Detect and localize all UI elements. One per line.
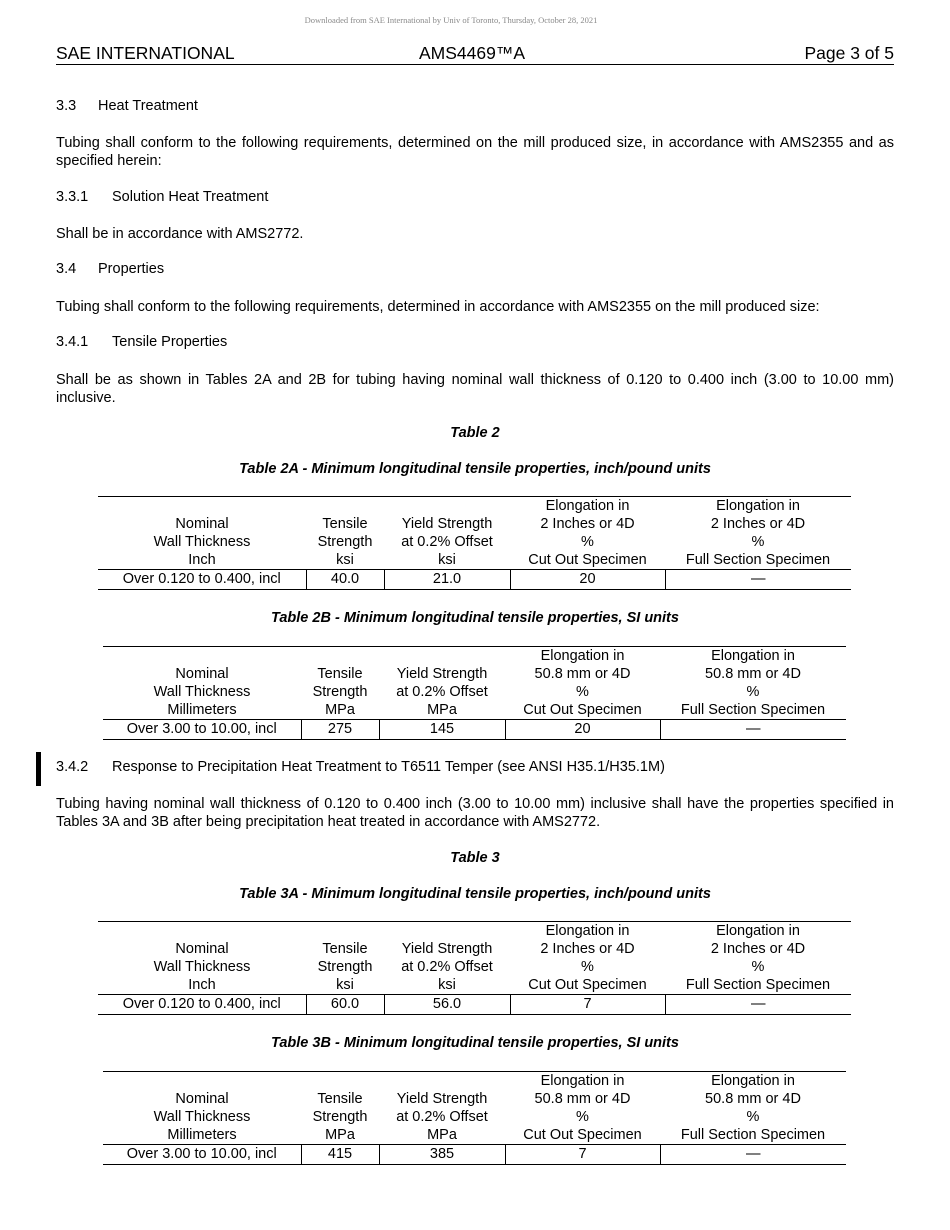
header-cell: Elongation in 2 Inches or 4D % Cut Out Specimen xyxy=(510,497,665,570)
header-cell: Yield Strength at 0.2% Offset ksi xyxy=(384,922,510,995)
header-cell: Elongation in 2 Inches or 4D % Full Section Specimen xyxy=(665,497,851,570)
table-2b-title: Table 2B - Minimum longitudinal tensile properties, SI units xyxy=(271,610,679,626)
section-3-3-1-heading xyxy=(56,189,268,205)
table-cell: Over 3.00 to 10.00, incl xyxy=(103,720,301,740)
table-row xyxy=(103,1145,846,1165)
header-cell: Elongation in 50.8 mm or 4D % Cut Out Specimen xyxy=(505,1072,660,1145)
table-header-row xyxy=(98,497,851,570)
header-cell: Tensile Strength ksi xyxy=(306,497,384,570)
header-cell: Nominal Wall Thickness Inch xyxy=(98,922,306,995)
table-header-row xyxy=(103,647,846,720)
section-3-3-1-paragraph: Shall be in accordance with AMS2772. xyxy=(56,226,304,242)
table-cell: Over 0.120 to 0.400, incl xyxy=(98,995,306,1015)
table-cell: 415 xyxy=(301,1145,379,1165)
revision-change-bar xyxy=(36,752,41,786)
table-cell: Over 3.00 to 10.00, incl xyxy=(103,1145,301,1165)
table-cell: Over 0.120 to 0.400, incl xyxy=(98,570,306,590)
table-cell: — xyxy=(665,995,851,1015)
section-3-4-2-paragraph: Tubing having nominal wall thickness of 0.120 to 0.400 inch (3.00 to 10.00 mm) inclusive shall have the properties specified in Tables 3A and 3B after being precipitation heat treated in accordance with AMS2772. xyxy=(56,796,894,830)
table-cell: 20 xyxy=(510,570,665,590)
header-doc-number: AMS4469™A xyxy=(419,43,526,63)
table-3a xyxy=(98,921,851,1015)
page-header xyxy=(56,43,894,65)
table-cell: — xyxy=(660,1145,846,1165)
section-title: Solution Heat Treatment xyxy=(112,189,269,205)
table-2b xyxy=(103,646,846,740)
section-number: 3.3.1 xyxy=(56,189,89,205)
header-org: SAE INTERNATIONAL xyxy=(56,43,235,63)
header-cell: Elongation in 50.8 mm or 4D % Full Section Specimen xyxy=(660,647,846,720)
table-cell: 145 xyxy=(379,720,505,740)
table-cell: 56.0 xyxy=(384,995,510,1015)
table-header-row xyxy=(103,1072,846,1145)
header-cell: Elongation in 50.8 mm or 4D % Full Section Specimen xyxy=(660,1072,846,1145)
table-cell: 20 xyxy=(505,720,660,740)
table-cell: — xyxy=(660,720,846,740)
section-title: Heat Treatment xyxy=(98,98,198,114)
section-title: Properties xyxy=(98,261,165,277)
header-cell: Nominal Wall Thickness Inch xyxy=(98,497,306,570)
section-3-4-1-heading xyxy=(56,334,227,350)
section-3-3-heading xyxy=(56,98,198,114)
header-cell: Yield Strength at 0.2% Offset ksi xyxy=(384,497,510,570)
table-header-row xyxy=(98,922,851,995)
table-cell: — xyxy=(665,570,851,590)
header-cell: Tensile Strength ksi xyxy=(306,922,384,995)
download-watermark: Downloaded from SAE International by Univ of Toronto, Thursday, October 28, 2021 xyxy=(304,15,598,25)
header-cell: Tensile Strength MPa xyxy=(301,647,379,720)
table-cell: 60.0 xyxy=(306,995,384,1015)
section-number: 3.4.1 xyxy=(56,334,89,350)
section-title: Response to Precipitation Heat Treatment to T6511 Temper (see ANSI H35.1/H35.1M) xyxy=(112,759,665,775)
table-3-title: Table 3 xyxy=(450,850,500,866)
header-cell: Yield Strength at 0.2% Offset MPa xyxy=(379,647,505,720)
section-3-4-heading xyxy=(56,261,164,277)
header-cell: Elongation in 50.8 mm or 4D % Cut Out Specimen xyxy=(505,647,660,720)
table-cell: 7 xyxy=(510,995,665,1015)
table-cell: 40.0 xyxy=(306,570,384,590)
table-3b xyxy=(103,1071,846,1165)
section-3-4-paragraph: Tubing shall conform to the following requirements, determined in accordance with AMS2355 on the mill produced size: xyxy=(56,299,820,315)
table-2a xyxy=(98,496,851,590)
section-title: Tensile Properties xyxy=(112,334,228,350)
table-row xyxy=(98,570,851,590)
section-number: 3.4.2 xyxy=(56,759,89,775)
header-cell: Elongation in 2 Inches or 4D % Full Section Specimen xyxy=(665,922,851,995)
table-2a-title: Table 2A - Minimum longitudinal tensile properties, inch/pound units xyxy=(239,461,711,477)
section-3-3-paragraph: Tubing shall conform to the following requirements, determined on the mill produced size, in accordance with AMS2355 and as specified herein: xyxy=(56,135,894,169)
header-page-number: Page 3 of 5 xyxy=(804,43,894,63)
header-cell: Tensile Strength MPa xyxy=(301,1072,379,1145)
table-row xyxy=(103,720,846,740)
table-2-title: Table 2 xyxy=(450,425,500,441)
section-3-4-1-paragraph: Shall be as shown in Tables 2A and 2B for tubing having nominal wall thickness of 0.120 to 0.400 inch (3.00 to 10.00 mm) inclusive. xyxy=(56,372,894,406)
section-3-4-2-heading xyxy=(56,759,665,775)
section-number: 3.3 xyxy=(56,98,77,114)
table-cell: 7 xyxy=(505,1145,660,1165)
table-row xyxy=(98,995,851,1015)
table-cell: 21.0 xyxy=(384,570,510,590)
header-cell: Nominal Wall Thickness Millimeters xyxy=(103,1072,301,1145)
section-number: 3.4 xyxy=(56,261,77,277)
header-cell: Yield Strength at 0.2% Offset MPa xyxy=(379,1072,505,1145)
table-cell: 275 xyxy=(301,720,379,740)
table-3b-title: Table 3B - Minimum longitudinal tensile properties, SI units xyxy=(271,1035,679,1051)
table-cell: 385 xyxy=(379,1145,505,1165)
header-cell: Elongation in 2 Inches or 4D % Cut Out Specimen xyxy=(510,922,665,995)
table-3a-title: Table 3A - Minimum longitudinal tensile properties, inch/pound units xyxy=(239,886,711,902)
header-cell: Nominal Wall Thickness Millimeters xyxy=(103,647,301,720)
